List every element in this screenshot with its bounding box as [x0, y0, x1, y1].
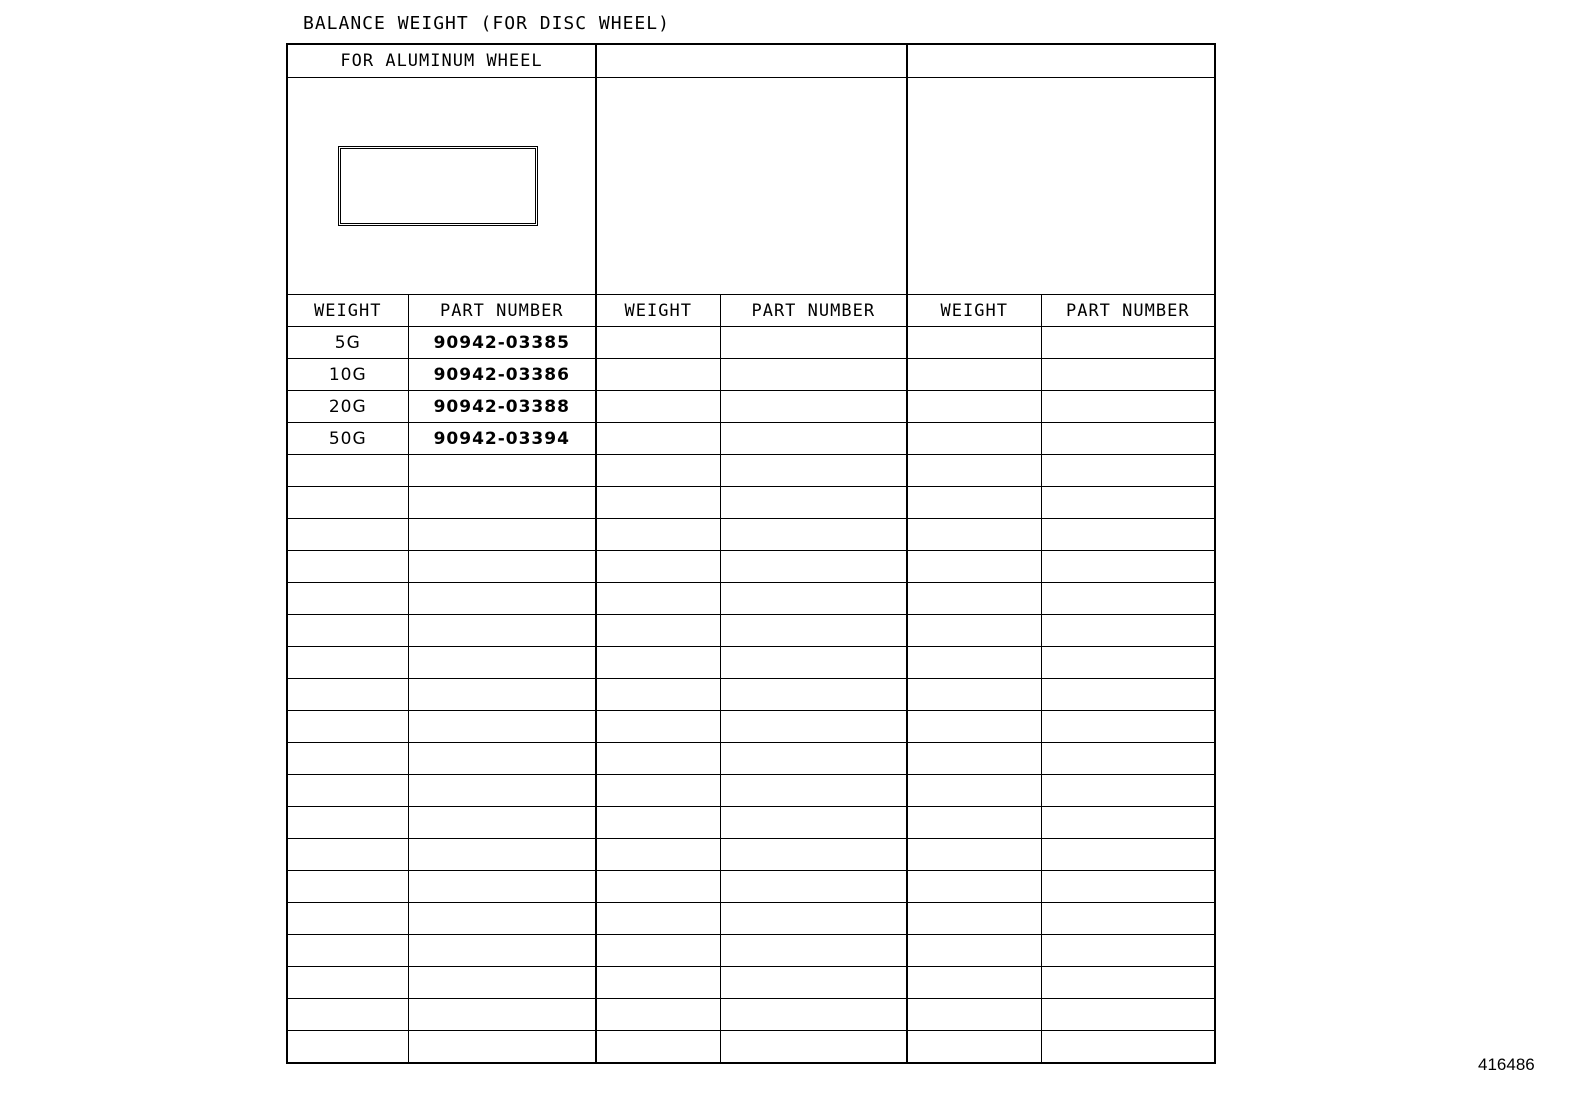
- weight-cell: [907, 775, 1041, 807]
- part-number-cell: 90942-03394: [408, 423, 596, 455]
- part-number-cell: [720, 647, 907, 679]
- part-number-cell: [720, 711, 907, 743]
- part-number-cell: [1041, 999, 1215, 1031]
- weight-cell: [287, 903, 408, 935]
- part-number-cell: [408, 455, 596, 487]
- part-number-cell: [408, 679, 596, 711]
- figure-cell-3: [907, 78, 1215, 295]
- table-row: [287, 775, 1215, 807]
- group-header-aluminum-wheel: FOR ALUMINUM WHEEL: [287, 44, 596, 78]
- table-row: [287, 967, 1215, 999]
- table-row: [287, 903, 1215, 935]
- part-number-cell: [720, 327, 907, 359]
- part-number-cell: [408, 967, 596, 999]
- weight-cell: [907, 967, 1041, 999]
- part-number-cell: [1041, 487, 1215, 519]
- weight-cell: [596, 967, 720, 999]
- part-number-cell: 90942-03386: [408, 359, 596, 391]
- table-row: [287, 647, 1215, 679]
- weight-cell: [907, 583, 1041, 615]
- table-row: [287, 935, 1215, 967]
- table-row: [287, 327, 1215, 359]
- table-row: [287, 423, 1215, 455]
- part-number-cell: [720, 551, 907, 583]
- table-row: [287, 839, 1215, 871]
- document-id: 416486: [1478, 1055, 1535, 1074]
- weight-cell: 10G: [287, 359, 408, 391]
- weight-cell: [596, 423, 720, 455]
- part-number-cell: [1041, 615, 1215, 647]
- weight-cell: [287, 711, 408, 743]
- table-row: [287, 359, 1215, 391]
- part-number-cell: [720, 999, 907, 1031]
- weight-cell: [907, 327, 1041, 359]
- weight-cell: [596, 551, 720, 583]
- part-number-cell: [408, 807, 596, 839]
- weight-cell: [907, 647, 1041, 679]
- weight-cell: [596, 391, 720, 423]
- part-number-cell: [408, 839, 596, 871]
- weight-cell: [596, 583, 720, 615]
- part-number-cell: [408, 519, 596, 551]
- weight-cell: [596, 839, 720, 871]
- weight-cell: [596, 615, 720, 647]
- weight-cell: 50G: [287, 423, 408, 455]
- table-row: [287, 551, 1215, 583]
- col-header-weight: WEIGHT: [596, 295, 720, 327]
- weight-cell: [287, 775, 408, 807]
- part-number-cell: [720, 359, 907, 391]
- weight-cell: [596, 519, 720, 551]
- table-row: [287, 711, 1215, 743]
- weight-cell: [596, 647, 720, 679]
- part-number-cell: [1041, 903, 1215, 935]
- part-number-cell: [1041, 679, 1215, 711]
- balance-weight-figure: [338, 146, 538, 226]
- weight-cell: [287, 487, 408, 519]
- part-number-cell: [1041, 807, 1215, 839]
- part-number-cell: [720, 423, 907, 455]
- part-number-cell: [1041, 775, 1215, 807]
- table-row: [287, 999, 1215, 1031]
- part-number-cell: [1041, 967, 1215, 999]
- weight-cell: [287, 871, 408, 903]
- part-number-cell: [408, 615, 596, 647]
- col-header-part-number: PART NUMBER: [408, 295, 596, 327]
- weight-cell: [907, 423, 1041, 455]
- part-number-cell: [408, 935, 596, 967]
- part-number-cell: [1041, 839, 1215, 871]
- weight-cell: [907, 551, 1041, 583]
- weight-cell: [907, 615, 1041, 647]
- col-header-weight: WEIGHT: [907, 295, 1041, 327]
- weight-cell: 20G: [287, 391, 408, 423]
- table-row: [287, 807, 1215, 839]
- weight-cell: [287, 839, 408, 871]
- part-number-cell: 90942-03385: [408, 327, 596, 359]
- part-number-cell: [1041, 359, 1215, 391]
- weight-cell: [596, 903, 720, 935]
- table-row: [287, 615, 1215, 647]
- table-row: [287, 487, 1215, 519]
- table-row: [287, 743, 1215, 775]
- part-number-cell: [720, 903, 907, 935]
- weight-cell: [596, 871, 720, 903]
- part-number-cell: 90942-03388: [408, 391, 596, 423]
- weight-cell: [596, 679, 720, 711]
- part-number-cell: [720, 807, 907, 839]
- page-title: BALANCE WEIGHT (FOR DISC WHEEL): [303, 13, 670, 34]
- weight-cell: [287, 455, 408, 487]
- part-number-cell: [1041, 647, 1215, 679]
- part-number-cell: [408, 711, 596, 743]
- part-number-cell: [1041, 871, 1215, 903]
- weight-cell: [287, 743, 408, 775]
- weight-cell: [287, 519, 408, 551]
- weight-cell: [907, 487, 1041, 519]
- table-row: [287, 679, 1215, 711]
- weight-cell: [596, 711, 720, 743]
- part-number-cell: [1041, 423, 1215, 455]
- part-number-cell: [720, 391, 907, 423]
- weight-cell: [287, 615, 408, 647]
- part-number-cell: [408, 487, 596, 519]
- weight-cell: [907, 455, 1041, 487]
- part-number-cell: [1041, 391, 1215, 423]
- figure-cell-2: [596, 78, 907, 295]
- group-header-2: [596, 44, 907, 78]
- weight-cell: [287, 999, 408, 1031]
- part-number-cell: [1041, 519, 1215, 551]
- part-number-cell: [720, 583, 907, 615]
- table-row: [287, 871, 1215, 903]
- weight-cell: [907, 679, 1041, 711]
- weight-cell: [907, 871, 1041, 903]
- part-number-cell: [720, 935, 907, 967]
- weight-cell: [287, 679, 408, 711]
- weight-cell: [907, 935, 1041, 967]
- weight-cell: [287, 583, 408, 615]
- weight-cell: [907, 999, 1041, 1031]
- part-number-cell: [408, 551, 596, 583]
- part-number-cell: [408, 903, 596, 935]
- col-header-weight: WEIGHT: [287, 295, 408, 327]
- col-header-part-number: PART NUMBER: [1041, 295, 1215, 327]
- weight-cell: [907, 711, 1041, 743]
- weight-cell: [907, 359, 1041, 391]
- part-number-cell: [408, 647, 596, 679]
- weight-cell: [287, 1031, 408, 1064]
- part-number-cell: [1041, 455, 1215, 487]
- part-number-cell: [720, 839, 907, 871]
- part-number-cell: [1041, 711, 1215, 743]
- table-row: [287, 1031, 1215, 1064]
- part-number-cell: [408, 1031, 596, 1064]
- weight-cell: [287, 551, 408, 583]
- weight-cell: [907, 903, 1041, 935]
- weight-cell: [596, 807, 720, 839]
- part-number-cell: [408, 871, 596, 903]
- weight-cell: [596, 455, 720, 487]
- weight-cell: [907, 839, 1041, 871]
- weight-cell: [287, 807, 408, 839]
- part-number-cell: [1041, 551, 1215, 583]
- part-number-cell: [408, 999, 596, 1031]
- part-number-cell: [720, 967, 907, 999]
- part-number-cell: [720, 775, 907, 807]
- weight-cell: [907, 391, 1041, 423]
- weight-cell: [596, 327, 720, 359]
- weight-cell: [596, 487, 720, 519]
- weight-cell: [907, 519, 1041, 551]
- weight-cell: [596, 935, 720, 967]
- table-row: [287, 391, 1215, 423]
- weight-cell: [596, 1031, 720, 1064]
- part-number-cell: [408, 583, 596, 615]
- part-number-cell: [720, 615, 907, 647]
- part-number-cell: [1041, 743, 1215, 775]
- part-number-cell: [720, 487, 907, 519]
- table-row: [287, 455, 1215, 487]
- part-number-cell: [720, 455, 907, 487]
- figure-cell-1: [287, 78, 596, 295]
- weight-cell: [907, 743, 1041, 775]
- part-number-cell: [408, 775, 596, 807]
- part-number-cell: [1041, 935, 1215, 967]
- part-number-cell: [1041, 327, 1215, 359]
- weight-cell: [287, 647, 408, 679]
- part-number-cell: [720, 679, 907, 711]
- table-row: [287, 583, 1215, 615]
- weight-cell: [596, 999, 720, 1031]
- weight-cell: 5G: [287, 327, 408, 359]
- col-header-part-number: PART NUMBER: [720, 295, 907, 327]
- part-number-cell: [720, 1031, 907, 1064]
- part-number-cell: [1041, 583, 1215, 615]
- weight-cell: [596, 359, 720, 391]
- part-number-cell: [1041, 1031, 1215, 1064]
- weight-cell: [596, 743, 720, 775]
- balance-weight-table: [286, 43, 1216, 1064]
- weight-cell: [287, 935, 408, 967]
- weight-cell: [907, 1031, 1041, 1064]
- weight-cell: [596, 775, 720, 807]
- weight-cell: [907, 807, 1041, 839]
- part-number-cell: [720, 743, 907, 775]
- part-number-cell: [720, 519, 907, 551]
- part-number-cell: [408, 743, 596, 775]
- table-row: [287, 519, 1215, 551]
- group-header-3: [907, 44, 1215, 78]
- part-number-cell: [720, 871, 907, 903]
- weight-cell: [287, 967, 408, 999]
